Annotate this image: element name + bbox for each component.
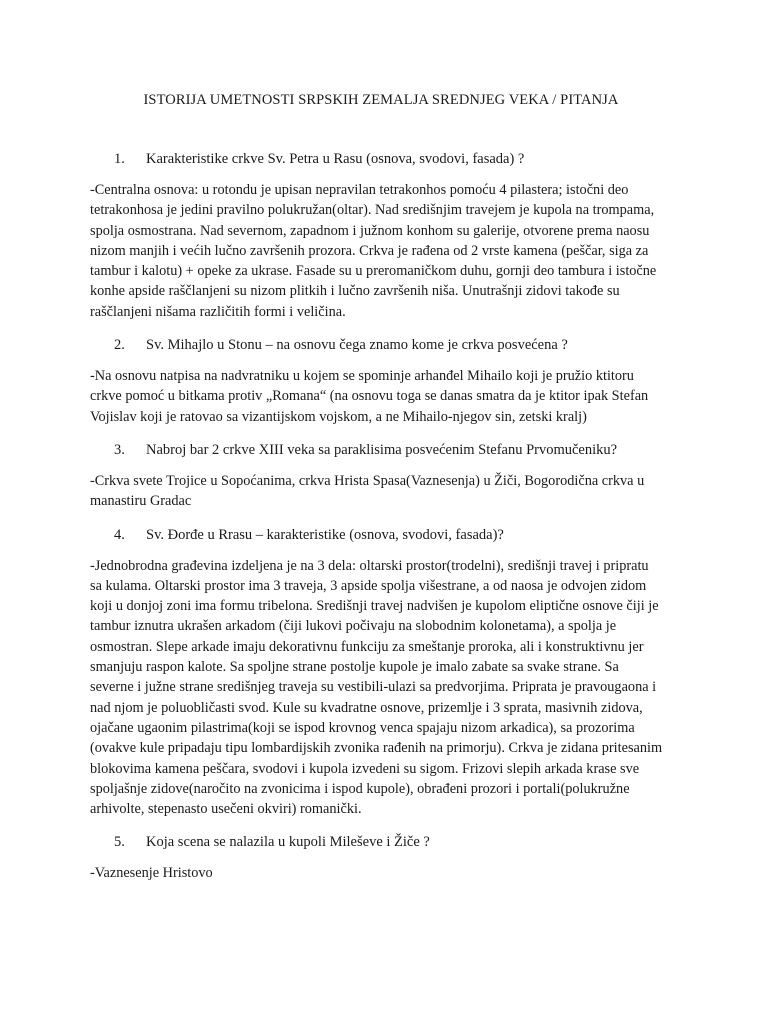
question-text: Sv. Mihajlo u Stonu – na osnovu čega znamo kome je crkva posvećena ? bbox=[146, 337, 568, 354]
answer-3: -Crkva svete Trojice u Sopoćanima, crkva Hrista Spasa(Vaznesenja) u Žiči, Bogorodična crkva u manastiru Gradac bbox=[90, 472, 645, 510]
question-1 bbox=[90, 149, 664, 169]
question-number: 1. bbox=[114, 151, 125, 167]
question-5 bbox=[90, 832, 664, 852]
question-text: Koja scena se nalazila u kupoli Mileševe i Žiče ? bbox=[146, 834, 430, 851]
document-title: ISTORIJA UMETNOSTI SRPSKIH ZEMALJA SREDNJEG VEKA / PITANJA bbox=[143, 92, 619, 108]
answer-4: -Jednobrodna građevina izdeljena je na 3 dela: oltarski prostor(trodelni), središnji travej i pripratu sa kulama. Oltarski prostor ima 3 traveja, 3 apside spolja višestrane, a od naosa je odvojen zidom koji u donjoj zoni ima formu tribelona. Središnji travej nadvišen je kupolom eliptične osnove čiji je tambur iznutra ukrašen arkadom (čiji lukovi počivaju na slobodnim kolonetama), a spolja je osmostran. Slepe arkade imaju dekorativnu funkciju za smeštanje proroka, ali i konstruktivnu jer smanjuju raspon kalote. Sa spoljne strane postolje kupole je imalo zabate sa svake strane. Sa severne i južne strane središnjeg traveja su vestibili-ulazi sa predvorjima. Priprata je pravougaona i nad njom je poluobličasti svod. Kule su kvadratne osnove, prizemlje i 3 sprata, masivnih zidova, ojačane ugaonim pilastrima(koji se ispod krovnog venca spajaju nizom arkadica), sa prozorima (ovakve kule pripadaju tipu lombardijskih zvonika rađenih na primorju). Crkva je zidana pritesanim blokovima kamena peščara, svodovi i kupola izvedeni su sigom. Frizovi slepih arkada krase sve spoljašnje zidove(naročito na zvonicima i ispod kupole), obrađeni prozori i portali(polukružne arhivolte, stepenasto usečeni okviri) romanički. bbox=[90, 557, 663, 818]
question-number: 2. bbox=[114, 337, 125, 354]
question-2 bbox=[90, 335, 664, 355]
answer-2: -Na osnovu natpisa na nadvratniku u kojem se spominje arhanđel Mihailo koji je pružio ktitoru crkve pomoć u bitkama protiv „Romana“ (na osnovu toga se danas smatra da je ktitor ipak Stefan Vojislav koji je ratovao sa vizantijskom vojskom, a ne Mihailo-njegov sin, zetski kralj) bbox=[90, 368, 649, 425]
question-number: 5. bbox=[114, 834, 125, 851]
question-text: Sv. Đorđe u Rrasu – karakteristike (osnova, svodovi, fasada)? bbox=[146, 526, 504, 543]
question-number: 4. bbox=[114, 526, 125, 543]
question-text: Karakteristike crkve Sv. Petra u Rasu (osnova, svodovi, fasada) ? bbox=[146, 151, 525, 167]
answer-5: -Vaznesenje Hristovo bbox=[90, 865, 213, 882]
answer-1: -Centralna osnova: u rotondu je upisan nepravilan tetrakonhos pomoću 4 pilastera; istočni deo tetrakonhosa je jedini pravilno polukružan(oltar). Nad središnjim travejem je kupola na trompama, spolja osmostrana. Nad severnom, zapadnom i južnom konhom su galerije, otvorene prema naosu nizom manjih i većih lučno završenih prozora. Crkva je rađena od 2 vrste kamena (peščar, siga za tambur i kalotu) + opeke za ukrase. Fasade su u preromaničkom duhu, gornji deo tambura i istočne konhe apside raščlanjeni su nizom plitkih i lučno završenih niša. Unutrašnji zidovi takođe su raščlanjeni nišama različitih formi i veličina. bbox=[90, 182, 657, 320]
question-4 bbox=[90, 525, 664, 545]
question-text: Nabroj bar 2 crkve XIII veka sa paraklisima posvećenim Stefanu Prvomučeniku? bbox=[146, 441, 618, 458]
question-number: 3. bbox=[114, 441, 125, 458]
question-3 bbox=[90, 440, 664, 460]
